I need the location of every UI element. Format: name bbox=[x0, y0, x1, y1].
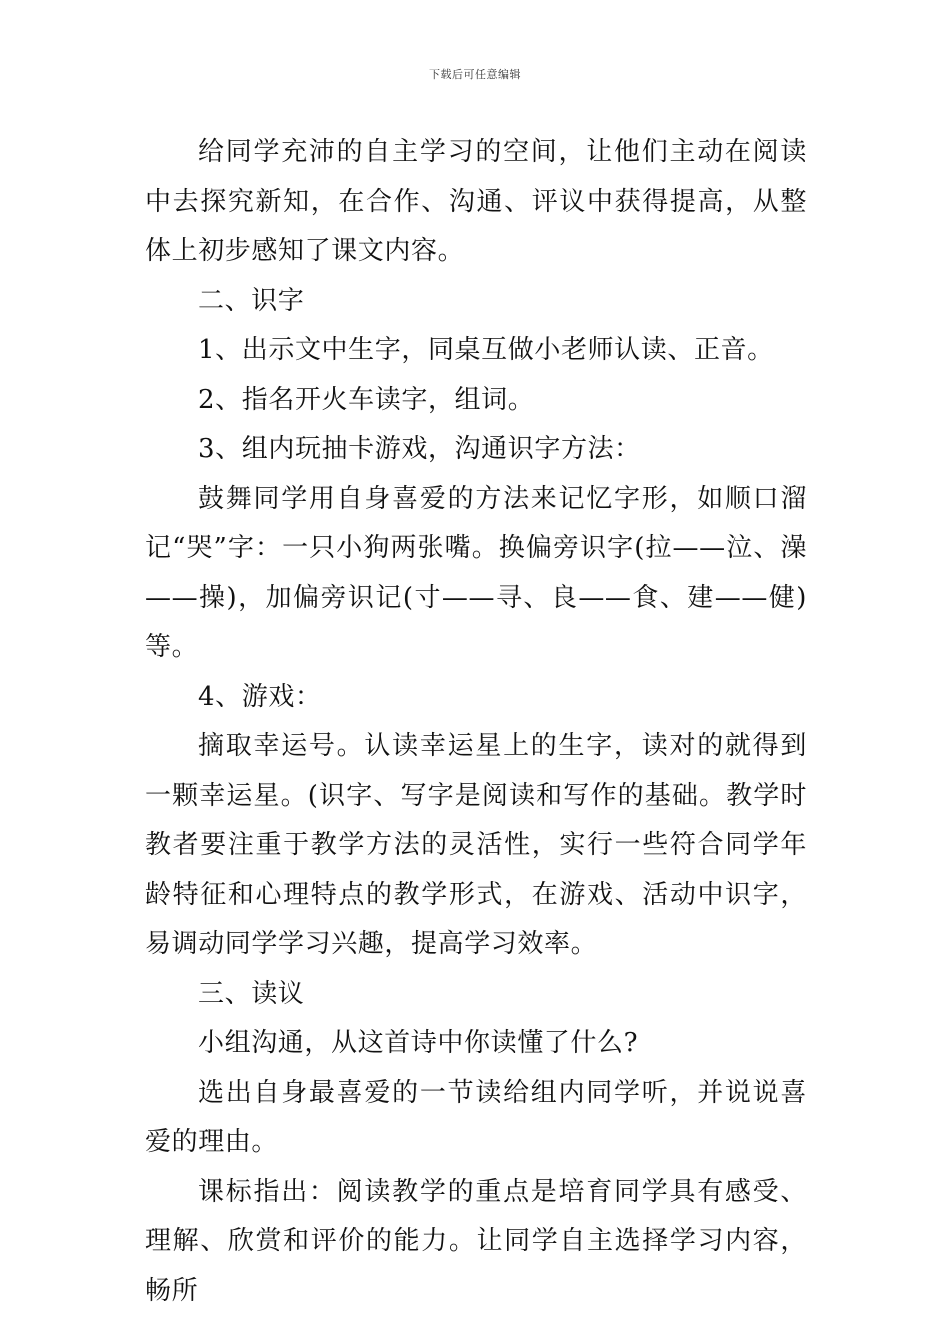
section-heading: 二、识字 bbox=[198, 285, 305, 316]
body-text bbox=[145, 128, 807, 1316]
paragraph: 小组沟通，从这首诗中你读懂了什么? bbox=[198, 1028, 639, 1058]
paragraph: 3、组内玩抽卡游戏，沟通识字方法： bbox=[198, 434, 641, 464]
paragraph: 4、游戏： bbox=[198, 681, 322, 712]
paragraph: 1、出示文中生字，同桌互做小老师认读、正音。 bbox=[198, 335, 774, 365]
paragraph: 鼓舞同学用自身喜爱的方法来记忆字形，如顺口溜记“哭”字：一只小狗两张嘴。换偏旁识字(拉——泣、澡——操)，加偏旁识记(寸——寻、良——食、建——健)等。 bbox=[145, 483, 807, 662]
header-note: 下载后可任意编辑 bbox=[429, 68, 521, 81]
section-heading: 三、读议 bbox=[198, 978, 305, 1009]
paragraph: 给同学充沛的自主学习的空间，让他们主动在阅读中去探究新知，在合作、沟通、评议中获得提高，从整体上初步感知了课文内容。 bbox=[145, 137, 807, 266]
paragraph: 摘取幸运号。认读幸运星上的生字，读对的就得到一颗幸运星。(识字、写字是阅读和写作的基础。教学时教者要注重于教学方法的灵活性，实行一些符合同学年龄特征和心理特点的教学形式，在游戏、活动中识字，易调动同学学习兴趣，提高学习效率。 bbox=[145, 731, 807, 959]
paragraph: 2、指名开火车读字，组词。 bbox=[198, 384, 535, 415]
paragraph: 选出自身最喜爱的一节读给组内同学听，并说说喜爱的理由。 bbox=[145, 1077, 807, 1157]
paragraph: 课标指出：阅读教学的重点是培育同学具有感受、理解、欣赏和评价的能力。让同学自主选择学习内容，畅所 bbox=[145, 1176, 807, 1306]
